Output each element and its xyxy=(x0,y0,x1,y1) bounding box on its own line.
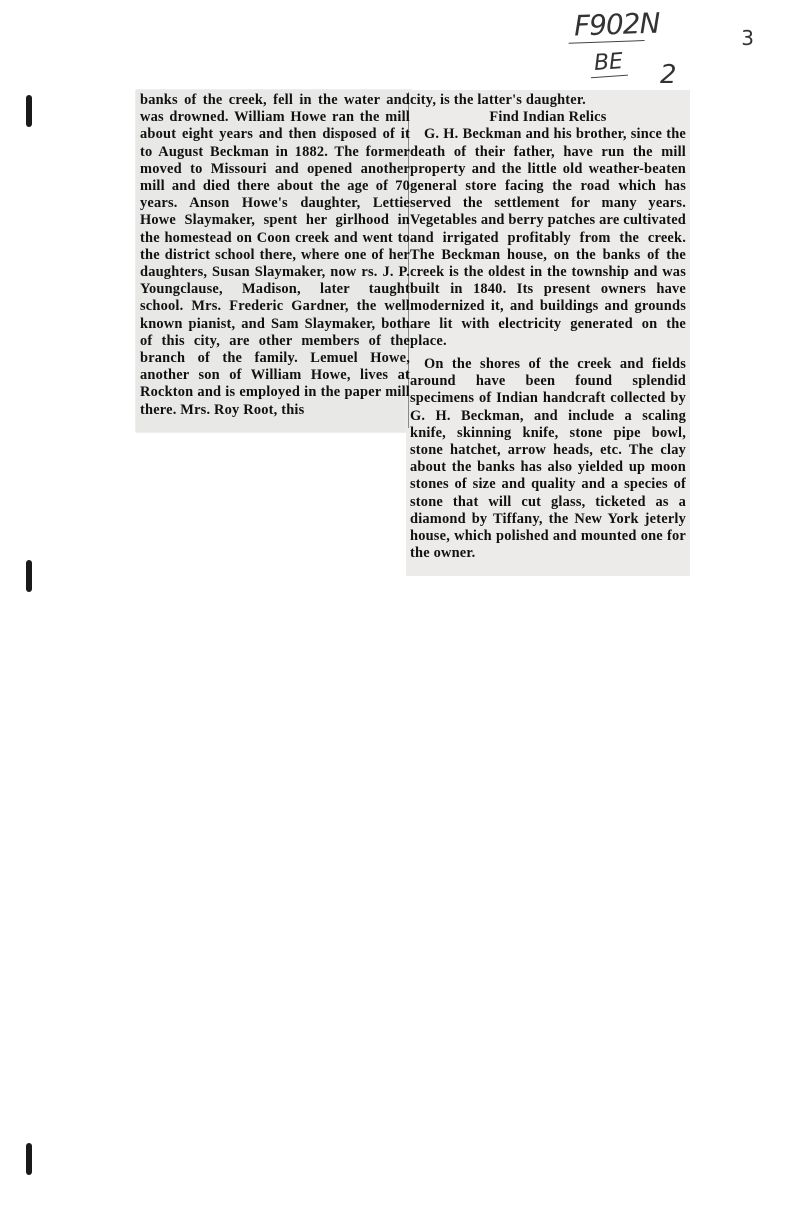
handwritten-catalog-code: F902N xyxy=(573,6,661,43)
article-right-column xyxy=(410,92,686,562)
section-heading: Find Indian Relics xyxy=(489,109,607,126)
handwritten-number: 2 xyxy=(660,60,677,90)
article-paragraph: On the shores of the creek and fields around have been found splendid specimens of Indian handcraft collected by G. H. Beckman, and include a scaling knife, skinning knife, stone pipe bowl, stone hatchet, arrow heads, etc. The clay about the banks has also yielded up moon stones of size and quality and a species of stone that will cut glass, ticketed as a diamond by Tiffany, the New York jeterly house, which polished and mounted one for the owner. xyxy=(410,356,686,562)
binder-hole-mark xyxy=(26,1143,32,1175)
binder-hole-mark xyxy=(26,560,32,592)
article-continuation: city, is the latter's daughter. xyxy=(410,92,586,108)
handwritten-initials: BE xyxy=(593,49,624,76)
binder-hole-mark xyxy=(26,95,32,127)
article-paragraph: G. H. Beckman and his brother, since the death of their father, have run the mill property and the little old weather-beaten general store facing the road which has served the settlement for many years. Vegetables and berry patches are cultivated and irrigated profitably from the creek. The Beckman house, on the banks of the creek is the oldest in the township and was built in 1840. Its present owners have modernized it, and buildings and grounds are lit with electricity generated on the place. xyxy=(410,126,686,349)
page-number: 3 xyxy=(741,26,754,50)
article-left-column xyxy=(140,92,410,419)
article-left-text: banks of the creek, fell in the water and was drowned. William Howe ran the mill about eight years and then disposed of it to August Beckman in 1882. The former moved to Missouri and opened another mill and died there about the age of 70 years. Anson Howe's daughter, Lettie Howe Slaymaker, spent her girlhood in the homestead on Coon creek and went to the district school there, where one of her daughters, Susan Slaymaker, now rs. J. P. Youngclause, Madison, later taught school. Mrs. Frederic Gardner, the well known pianist, and Sam Slaymaker, both of this city, are other members of the branch of the family. Lemuel Howe, another son of William Howe, lives at Rockton and is employed in the paper mill there. Mrs. Roy Root, this xyxy=(140,92,410,418)
